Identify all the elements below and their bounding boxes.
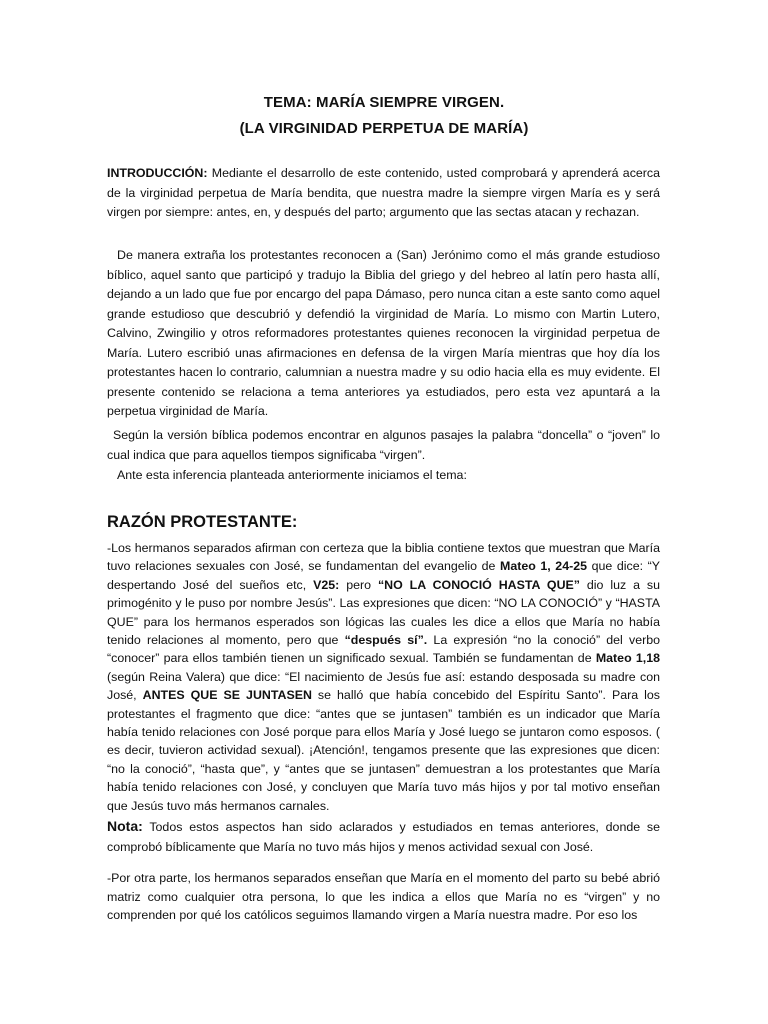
razon-text-3: pero [339, 577, 378, 592]
razon-text-4: dio luz a su primogénito y le puso por nombre Jesús”. Las expresiones que dicen: “NO LA CONOCIÓ” y “HASTA QUE” para los hermanos esperados son lógicas las cuales les dice a ellos que María no había tenido relaciones al momento, pero que [107, 577, 660, 648]
body-paragraph-2: Según la versión bíblica podemos encontrar en algunos pasajes la palabra “doncella” o “joven” lo cual indica que para aquellos tiempos significaba “virgen”. [107, 428, 660, 462]
razon-bold-v25: V25: [313, 577, 340, 592]
section-heading-razon: RAZÓN PROTESTANTE: [107, 513, 298, 531]
intro-text: Mediante el desarrollo de este contenido, usted comprobará y aprenderá acerca de la virginidad perpetua de María bendita, que nuestra madre la siempre virgen María es y será virgen por siempre: antes, en, y después del parto; argumento que las sectas atacan y rechazan. [107, 166, 660, 219]
intro-paragraph [107, 164, 660, 223]
page-subtitle: (LA VIRGINIDAD PERPETUA DE MARÍA) [239, 120, 529, 137]
nota-paragraph [107, 817, 660, 857]
razon-bold-antes-que: ANTES QUE SE JUNTASEN [142, 688, 312, 703]
body-paragraph-3: Ante esta inferencia planteada anteriormente iniciamos el tema: [117, 468, 467, 482]
razon-bold-despues-si: “después sí”. [344, 633, 428, 648]
page-title: TEMA: MARÍA SIEMPRE VIRGEN. [263, 94, 505, 111]
razon-text-7: se halló que había concebido del Espíritu Santo”. Para los protestantes el fragmento que dice: “antes que se juntasen” también es un indicador que María había tenido relaciones con José porque para ellos María y José luego se juntaron como esposos. ( es decir, tuvieron actividad sexual). ¡Atención!, tengamos presente que las expresiones que dicen: “no la conoció”, “hasta que”, y “antes que se juntasen” demuestran a los protestantes que María había tenido relaciones con José, y concluyen que María tuvo más hijos y por tal motivo enseñan que Jesús tuvo más hermanos carnales. [107, 688, 660, 813]
otra-paragraph: -Por otra parte, los hermanos separados enseñan que María en el momento del parto su bebé abrió matriz como cualquier otra persona, lo que les indica a ellos que María no es “virgen” y no comprenden por qué los católicos seguimos llamando virgen a María nuestra madre. Por eso los [107, 871, 660, 923]
razon-text-1: -Los hermanos separados afirman con certeza que la biblia contiene textos que muestran que María tuvo relaciones sexuales con José, se fundamentan del evangelio de [107, 541, 660, 574]
intro-label: INTRODUCCIÓN: [107, 166, 208, 180]
razon-paragraph [107, 539, 660, 815]
razon-text-6: (según Reina Valera) que dice: “El nacimiento de Jesús fue así: estando desposada su madre con José, [107, 669, 660, 703]
razon-bold-no-la-conocio: “NO LA CONOCIÓ HASTA QUE” [377, 577, 580, 592]
nota-text: Todos estos aspectos han sido aclarados y estudiados en temas anteriores, donde se comprobó bíblicamente que María no tuvo más hijos y menos actividad sexual con José. [107, 820, 660, 854]
razon-text-2: que dice: “Y despertando José del sueños etc, [107, 559, 660, 592]
razon-bold-mateo-1-18: Mateo 1,18 [595, 651, 661, 666]
razon-bold-mateo-1-24: Mateo 1, 24-25 [500, 559, 588, 574]
nota-label: Nota: [107, 818, 143, 834]
razon-text-5: La expresión “no la conoció” del verbo “conocer” para ellos también tienen un significado sexual. También se fundamentan de [107, 633, 660, 666]
body-paragraph-1: De manera extraña los protestantes reconocen a (San) Jerónimo como el más grande estudioso bíblico, aquel santo que participó y tradujo la Biblia del griego y del hebreo al latín pero hasta allí, dejando a un lado que fue por encargo del papa Dámaso, pero nunca citan a este santo como aquel grande estudioso que descubrió y defendió la virginidad de María. Lo mismo con Martin Lutero, Calvino, Zwingilio y otros reformadores protestantes quienes reconocen la virginidad perpetua de María. Lutero escribió unas afirmaciones en defensa de la virgen María mientras que hoy día los protestantes hacen lo contrario, calumnian a nuestra madre y su odio hacia ella es muy evidente. El presente contenido se relaciona a tema anteriores ya estudiados, pero esta vez apuntará a la perpetua virginidad de María. [107, 248, 660, 418]
